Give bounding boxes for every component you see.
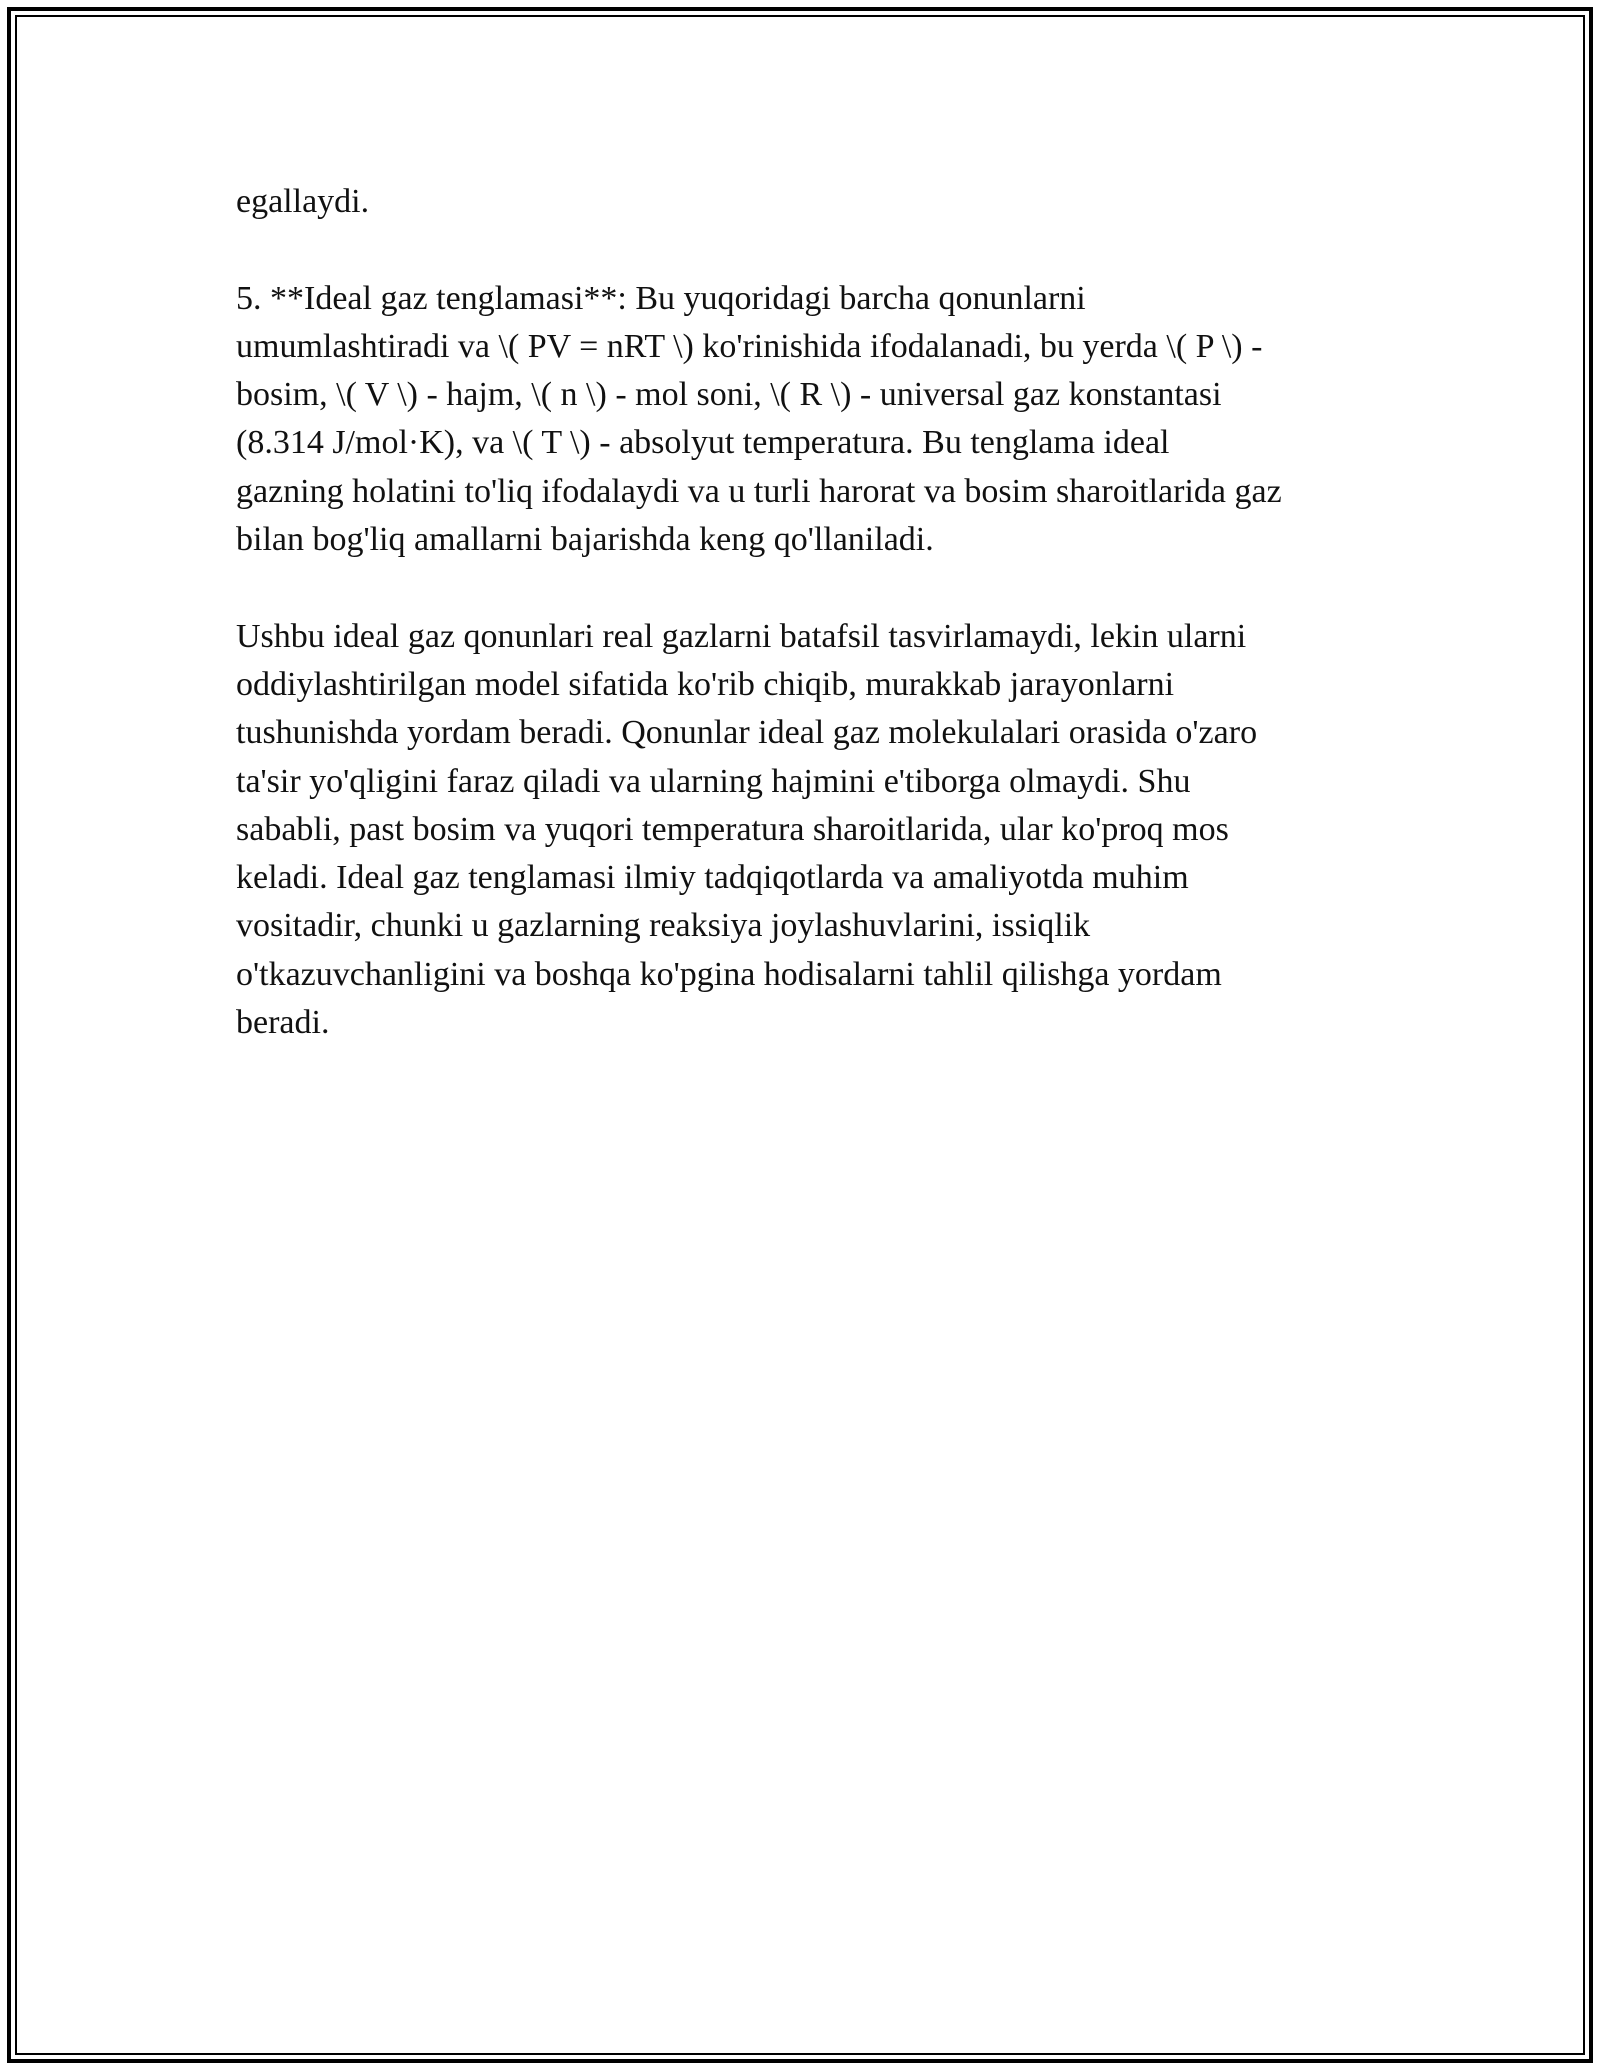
- text-line: umumlashtiradi va \( PV = nRT \) ko'rinishida ifodalanadi, bu yerda \( P \) -: [236, 327, 1263, 365]
- text-line: bosim, \( V \) - hajm, \( n \) - mol soni, \( R \) - universal gaz konstantasi: [236, 376, 1222, 414]
- text-line: tushunishda yordam beradi. Qonunlar ideal gaz molekulalari orasida o'zaro: [236, 714, 1258, 752]
- document-body: [236, 178, 1376, 1047]
- text-line: Ushbu ideal gaz qonunlari real gazlarni batafsil tasvirlamaydi, lekin ularni: [236, 617, 1247, 655]
- text-line: 5. **Ideal gaz tenglamasi**: Bu yuqoridagi barcha qonunlarni: [236, 279, 1086, 317]
- paragraph-ideal-gas-equation: [236, 275, 1376, 565]
- text-line: keladi. Ideal gaz tenglamasi ilmiy tadqiqotlarda va amaliyotda muhim: [236, 859, 1189, 897]
- text-line: gazning holatini to'liq ifodalaydi va u turli harorat va bosim sharoitlarida gaz: [236, 472, 1282, 510]
- text-line: vositadir, chunki u gazlarning reaksiya joylashuvlarini, issiqlik: [236, 907, 1091, 945]
- text-line: bilan bog'liq amallarni bajarishda keng qo'llaniladi.: [236, 521, 934, 559]
- text-line: ta'sir yo'qligini faraz qiladi va ularning hajmini e'tiborga olmaydi. Shu: [236, 762, 1191, 800]
- text-line: o'tkazuvchanligini va boshqa ko'pgina hodisalarni tahlil qilishga yordam: [236, 955, 1222, 993]
- paragraph-continuation: [236, 178, 1376, 226]
- text-line: sababli, past bosim va yuqori temperatura sharoitlarida, ular ko'proq mos: [236, 810, 1229, 848]
- text-line: beradi.: [236, 1004, 330, 1042]
- text-line: (8.314 J/mol·K), va \( T \) - absolyut temperatura. Bu tenglama ideal: [236, 424, 1170, 462]
- text-line: oddiylashtirilgan model sifatida ko'rib chiqib, murakkab jarayonlarni: [236, 665, 1175, 703]
- text-line: egallaydi.: [236, 183, 370, 220]
- paragraph-summary: [236, 613, 1376, 1048]
